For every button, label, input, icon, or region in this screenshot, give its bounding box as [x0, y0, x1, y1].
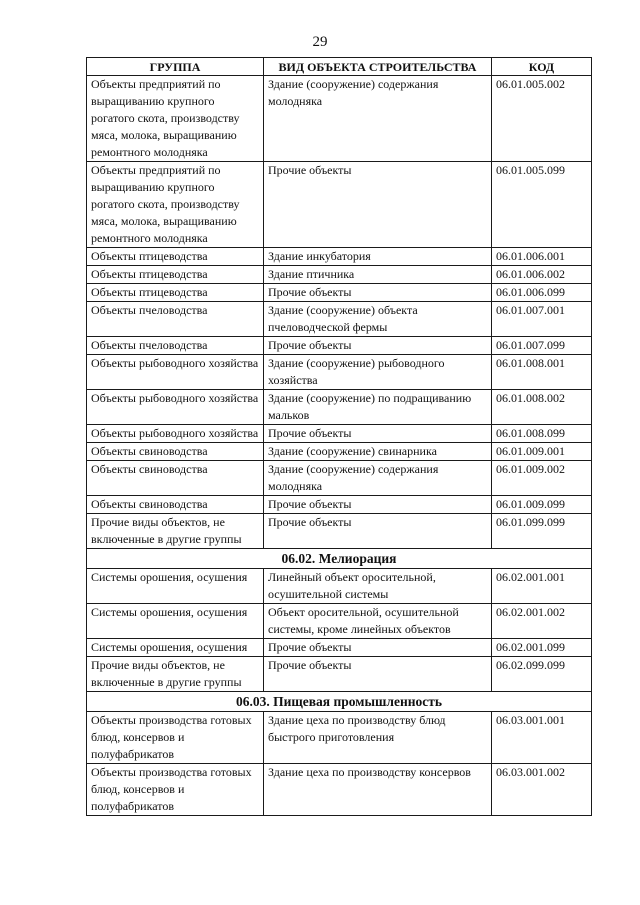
table-row — [87, 162, 592, 248]
cell-code: 06.02.099.099 — [492, 657, 592, 692]
cell-type: Прочие объекты — [264, 337, 492, 355]
table-row — [87, 461, 592, 496]
section-row — [87, 549, 592, 569]
header-code: КОД — [492, 58, 592, 76]
cell-type: Здание (сооружение) содержания молодняка — [264, 76, 492, 162]
cell-type: Прочие объекты — [264, 284, 492, 302]
cell-code: 06.02.001.001 — [492, 569, 592, 604]
cell-code: 06.01.006.001 — [492, 248, 592, 266]
cell-code: 06.01.006.099 — [492, 284, 592, 302]
cell-group: Объекты рыбоводного хозяйства — [87, 390, 264, 425]
table-row — [87, 712, 592, 764]
cell-group: Системы орошения, осушения — [87, 569, 264, 604]
section-title: 06.02. Мелиорация — [87, 549, 592, 569]
table-row — [87, 337, 592, 355]
cell-group: Объекты производства готовых блюд, консервов и полуфабрикатов — [87, 764, 264, 816]
section-title: 06.03. Пищевая промышленность — [87, 692, 592, 712]
cell-type: Здание (сооружение) рыбоводного хозяйства — [264, 355, 492, 390]
cell-type: Прочие объекты — [264, 496, 492, 514]
cell-type: Здание (сооружение) содержания молодняка — [264, 461, 492, 496]
cell-group: Прочие виды объектов, не включенные в другие группы — [87, 514, 264, 549]
cell-type: Здание (сооружение) по подращиванию мальков — [264, 390, 492, 425]
cell-code: 06.01.008.002 — [492, 390, 592, 425]
cell-code: 06.02.001.002 — [492, 604, 592, 639]
table-row — [87, 355, 592, 390]
table-row — [87, 390, 592, 425]
construction-objects-table — [86, 57, 592, 816]
cell-type: Здание цеха по производству блюд быстрого приготовления — [264, 712, 492, 764]
cell-group: Системы орошения, осушения — [87, 604, 264, 639]
cell-code: 06.03.001.002 — [492, 764, 592, 816]
cell-group: Объекты свиноводства — [87, 461, 264, 496]
cell-group: Системы орошения, осушения — [87, 639, 264, 657]
table-row — [87, 639, 592, 657]
cell-group: Объекты свиноводства — [87, 496, 264, 514]
cell-group: Объекты свиноводства — [87, 443, 264, 461]
cell-group: Объекты пчеловодства — [87, 337, 264, 355]
cell-group: Прочие виды объектов, не включенные в другие группы — [87, 657, 264, 692]
cell-code: 06.01.099.099 — [492, 514, 592, 549]
cell-group: Объекты птицеводства — [87, 248, 264, 266]
cell-code: 06.01.005.099 — [492, 162, 592, 248]
cell-group: Объекты птицеводства — [87, 266, 264, 284]
cell-type: Прочие объекты — [264, 425, 492, 443]
table-row — [87, 302, 592, 337]
cell-group: Объекты предприятий по выращиванию крупного рогатого скота, производству мяса, молока, выращиванию ремонтного молодняка — [87, 162, 264, 248]
cell-type: Здание цеха по производству консервов — [264, 764, 492, 816]
cell-type: Объект оросительной, осушительной системы, кроме линейных объектов — [264, 604, 492, 639]
header-type: ВИД ОБЪЕКТА СТРОИТЕЛЬСТВА — [264, 58, 492, 76]
table-row — [87, 425, 592, 443]
cell-type: Прочие объекты — [264, 639, 492, 657]
table-row — [87, 514, 592, 549]
cell-group: Объекты предприятий по выращиванию крупного рогатого скота, производству мяса, молока, выращиванию ремонтного молодняка — [87, 76, 264, 162]
cell-code: 06.01.009.099 — [492, 496, 592, 514]
header-row — [87, 58, 592, 76]
table-row — [87, 76, 592, 162]
cell-type: Прочие объекты — [264, 514, 492, 549]
cell-group: Объекты пчеловодства — [87, 302, 264, 337]
cell-code: 06.01.008.099 — [492, 425, 592, 443]
table-row — [87, 284, 592, 302]
cell-type: Прочие объекты — [264, 657, 492, 692]
cell-code: 06.01.009.002 — [492, 461, 592, 496]
table-row — [87, 569, 592, 604]
cell-code: 06.01.007.001 — [492, 302, 592, 337]
cell-type: Здание инкубатория — [264, 248, 492, 266]
table-row — [87, 443, 592, 461]
cell-type: Здание (сооружение) объекта пчеловодческой фермы — [264, 302, 492, 337]
cell-code: 06.01.007.099 — [492, 337, 592, 355]
table-row — [87, 496, 592, 514]
cell-group: Объекты производства готовых блюд, консервов и полуфабрикатов — [87, 712, 264, 764]
cell-type: Прочие объекты — [264, 162, 492, 248]
page-number: 29 — [312, 34, 328, 50]
cell-type: Здание (сооружение) свинарника — [264, 443, 492, 461]
table-body — [87, 76, 592, 816]
table-row — [87, 604, 592, 639]
cell-code: 06.01.008.001 — [492, 355, 592, 390]
header-group: ГРУППА — [87, 58, 264, 76]
cell-code: 06.01.009.001 — [492, 443, 592, 461]
cell-group: Объекты рыбоводного хозяйства — [87, 355, 264, 390]
cell-code: 06.01.006.002 — [492, 266, 592, 284]
cell-type: Здание птичника — [264, 266, 492, 284]
cell-code: 06.02.001.099 — [492, 639, 592, 657]
table-row — [87, 764, 592, 816]
section-row — [87, 692, 592, 712]
table-row — [87, 248, 592, 266]
cell-code: 06.03.001.001 — [492, 712, 592, 764]
table-header — [87, 58, 592, 76]
table-row — [87, 266, 592, 284]
table-row — [87, 657, 592, 692]
cell-group: Объекты птицеводства — [87, 284, 264, 302]
cell-type: Линейный объект оросительной, осушительной системы — [264, 569, 492, 604]
cell-code: 06.01.005.002 — [492, 76, 592, 162]
cell-group: Объекты рыбоводного хозяйства — [87, 425, 264, 443]
